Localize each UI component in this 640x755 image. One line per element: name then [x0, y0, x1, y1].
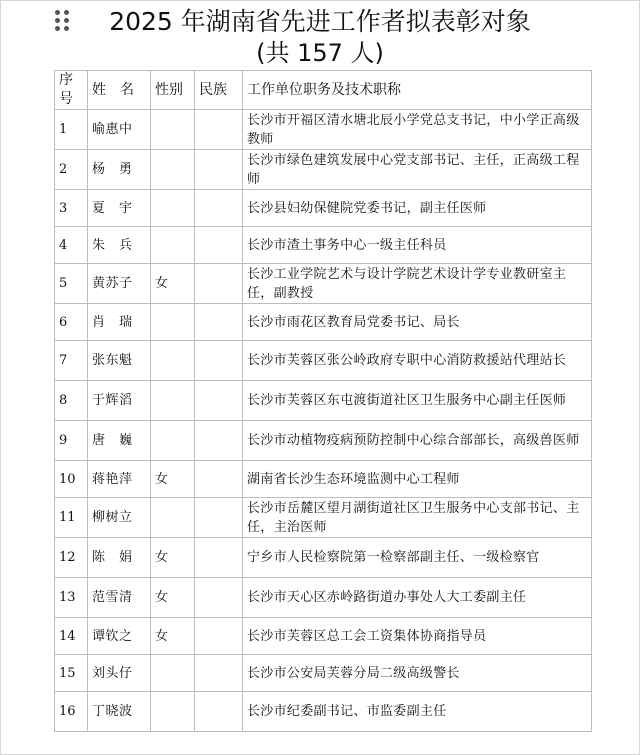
- row-position: 长沙市绿色建筑发展中心党支部书记、主任，正高级工程师: [243, 150, 592, 190]
- row-gender: [151, 190, 195, 227]
- row-ethnicity: [195, 227, 243, 264]
- row-ethnicity: [195, 655, 243, 692]
- row-no: 8: [55, 381, 88, 421]
- row-ethnicity: [195, 618, 243, 655]
- row-ethnicity: [195, 461, 243, 498]
- row-name: 刘头仔: [88, 655, 151, 692]
- row-ethnicity: [195, 578, 243, 618]
- table-body: [55, 110, 592, 732]
- table-row: [55, 227, 592, 264]
- row-no: 4: [55, 227, 88, 264]
- row-ethnicity: [195, 341, 243, 381]
- row-no: 1: [55, 110, 88, 150]
- table-row: [55, 578, 592, 618]
- row-gender: [151, 692, 195, 732]
- row-gender: 女: [151, 578, 195, 618]
- row-ethnicity: [195, 538, 243, 578]
- row-position: 长沙市天心区赤岭路街道办事处人大工委副主任: [243, 578, 592, 618]
- table-row: [55, 264, 592, 304]
- table-header-row: [55, 71, 592, 110]
- table-row: [55, 461, 592, 498]
- row-position: 长沙市开福区清水塘北辰小学党总支书记，中小学正高级教师: [243, 110, 592, 150]
- row-no: 14: [55, 618, 88, 655]
- row-name: 唐 巍: [88, 421, 151, 461]
- row-no: 15: [55, 655, 88, 692]
- header-gender: 性别: [151, 71, 195, 110]
- row-gender: [151, 655, 195, 692]
- row-ethnicity: [195, 264, 243, 304]
- row-ethnicity: [195, 498, 243, 538]
- row-gender: [151, 421, 195, 461]
- row-gender: [151, 381, 195, 421]
- row-position: 长沙市动植物疫病预防控制中心综合部部长，高级兽医师: [243, 421, 592, 461]
- row-name: 谭钦之: [88, 618, 151, 655]
- row-ethnicity: [195, 110, 243, 150]
- row-position: 长沙市芙蓉区张公岭政府专职中心消防救援站代理站长: [243, 341, 592, 381]
- table-row: [55, 341, 592, 381]
- row-gender: [151, 304, 195, 341]
- row-no: 10: [55, 461, 88, 498]
- row-name: 肖 瑞: [88, 304, 151, 341]
- row-gender: 女: [151, 618, 195, 655]
- table-row: [55, 110, 592, 150]
- table-row: [55, 381, 592, 421]
- roster-table: [54, 70, 592, 732]
- table-row: [55, 538, 592, 578]
- header-no: 序号: [55, 71, 88, 110]
- row-position: 长沙市纪委副书记、市监委副主任: [243, 692, 592, 732]
- row-name: 黄苏子: [88, 264, 151, 304]
- row-name: 朱 兵: [88, 227, 151, 264]
- row-name: 于辉滔: [88, 381, 151, 421]
- row-gender: [151, 110, 195, 150]
- row-no: 2: [55, 150, 88, 190]
- table-row: [55, 498, 592, 538]
- row-gender: 女: [151, 538, 195, 578]
- header-name: 姓 名: [88, 71, 151, 110]
- row-position: 长沙市芙蓉区总工会工资集体协商指导员: [243, 618, 592, 655]
- row-name: 张东魁: [88, 341, 151, 381]
- header-ethnicity: 民族: [195, 71, 243, 110]
- row-ethnicity: [195, 150, 243, 190]
- table-row: [55, 421, 592, 461]
- row-no: 12: [55, 538, 88, 578]
- row-name: 柳树立: [88, 498, 151, 538]
- row-ethnicity: [195, 381, 243, 421]
- table-row: [55, 150, 592, 190]
- row-position: 湖南省长沙生态环境监测中心工程师: [243, 461, 592, 498]
- table-row: [55, 618, 592, 655]
- row-no: 16: [55, 692, 88, 732]
- row-position: 长沙市渣土事务中心一级主任科员: [243, 227, 592, 264]
- row-no: 6: [55, 304, 88, 341]
- row-gender: [151, 498, 195, 538]
- row-position: 长沙工业学院艺术与设计学院艺术设计学专业教研室主任，副教授: [243, 264, 592, 304]
- row-gender: 女: [151, 461, 195, 498]
- row-ethnicity: [195, 190, 243, 227]
- row-ethnicity: [195, 304, 243, 341]
- table-row: [55, 304, 592, 341]
- row-no: 11: [55, 498, 88, 538]
- row-name: 范雪清: [88, 578, 151, 618]
- document-title: 2025 年湖南省先进工作者拟表彰对象: [109, 7, 531, 36]
- row-name: 蒋艳萍: [88, 461, 151, 498]
- row-gender: [151, 150, 195, 190]
- row-gender: [151, 341, 195, 381]
- row-no: 3: [55, 190, 88, 227]
- row-name: 杨 勇: [88, 150, 151, 190]
- row-position: 宁乡市人民检察院第一检察部副主任、一级检察官: [243, 538, 592, 578]
- row-name: 夏 宇: [88, 190, 151, 227]
- row-no: 13: [55, 578, 88, 618]
- row-position: 长沙市岳麓区望月湖街道社区卫生服务中心支部书记、主任，主治医师: [243, 498, 592, 538]
- row-no: 7: [55, 341, 88, 381]
- row-ethnicity: [195, 421, 243, 461]
- table-row: [55, 190, 592, 227]
- row-name: 丁晓波: [88, 692, 151, 732]
- row-position: 长沙市雨花区教育局党委书记、局长: [243, 304, 592, 341]
- table-row: [55, 655, 592, 692]
- row-position: 长沙市芙蓉区东屯渡街道社区卫生服务中心副主任医师: [243, 381, 592, 421]
- row-position: 长沙市公安局芙蓉分局二级高级警长: [243, 655, 592, 692]
- row-name: 喻惠中: [88, 110, 151, 150]
- row-no: 5: [55, 264, 88, 304]
- row-name: 陈 娟: [88, 538, 151, 578]
- row-position: 长沙县妇幼保健院党委书记，副主任医师: [243, 190, 592, 227]
- document-subtitle: (共 157 人): [256, 39, 384, 67]
- row-gender: [151, 227, 195, 264]
- table-row: [55, 692, 592, 732]
- row-ethnicity: [195, 692, 243, 732]
- header-position: 工作单位职务及技术职称: [243, 71, 592, 110]
- row-gender: 女: [151, 264, 195, 304]
- row-no: 9: [55, 421, 88, 461]
